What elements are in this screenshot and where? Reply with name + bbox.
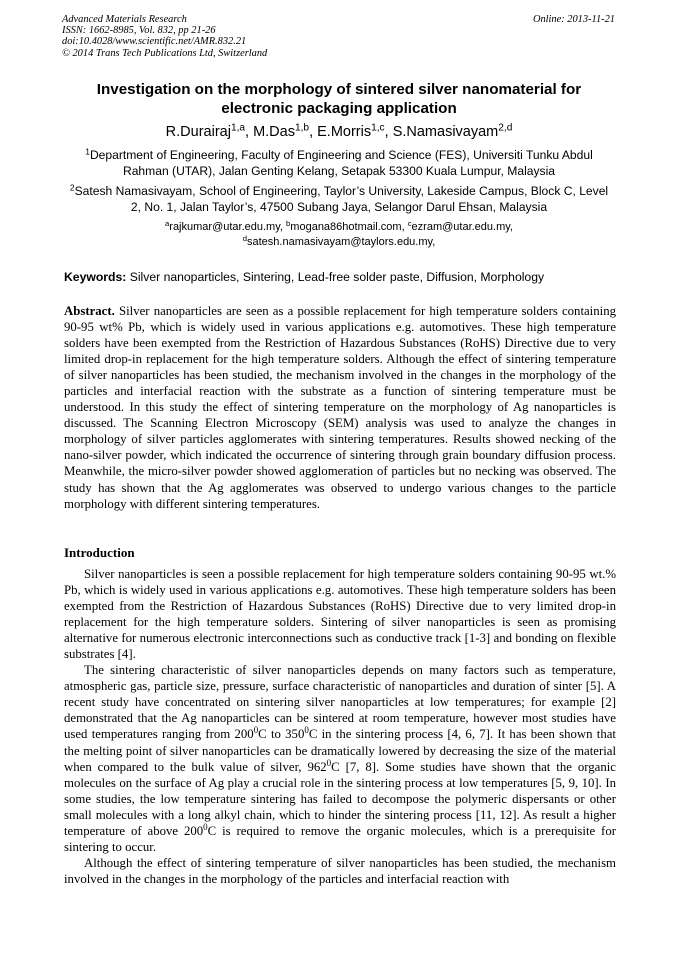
introduction-body (64, 566, 616, 887)
degree-sup: 0 (203, 821, 208, 832)
author-sup: 2,d (498, 122, 513, 134)
email-link[interactable]: mogana86hotmail.com, (290, 221, 405, 233)
introduction-heading: Introduction (64, 545, 135, 560)
copyright-line: © 2014 Trans Tech Publications Ltd, Switzerland (62, 47, 268, 59)
degree-sup: 0 (326, 757, 332, 768)
author-name: R.Durairaj (165, 124, 231, 140)
intro-text: C [7, 8]. Some studies have shown that the organic molecules on the surface of Ag play a crucial role in the sintering process at low temperatures [5, 9, 10]. In some studies, the low temperature sintering has failed to decompose the polymeric dispersants or other small molecules with a long alkyl chain, which to hinder the sintering process [11, 12]. As result a higher temperature of above 200 (64, 759, 616, 838)
online-date: Online: 2013-11-21 (532, 14, 615, 25)
email-link[interactable]: ezram@utar.edu.my, (411, 221, 513, 233)
degree-sup: 0 (304, 725, 309, 736)
email-sup: c (407, 218, 412, 228)
email-sup: b (286, 218, 291, 228)
keywords-line (64, 269, 616, 285)
affiliation-2 (64, 183, 614, 216)
keywords-text: Silver nanoparticles, Sintering, Lead-free solder paste, Diffusion, Morphology (129, 270, 545, 284)
email-sup: a (165, 218, 170, 228)
journal-name: Advanced Materials Research (62, 14, 187, 25)
intro-text: C to 350 (258, 727, 305, 742)
intro-paragraph-1: Silver nanoparticles is seen a possible replacement for high temperature solders containing 90-95 wt.% Pb, which is widely used in various applications e.g. automotives. These high temperature solders has been exempted from the Restriction of Hazardous Substances (RoHS) Directive due to very limited drop-in replacement for the high temperature solders. Sintering of silver nanoparticles is seen as promising alternative for numerous electronic interconnections such as conductive track [1-3] and bonding on flexible substrates [4]. (64, 567, 616, 662)
abstract-label: Abstract. (64, 304, 115, 318)
intro-text: The sintering characteristic of silver nanoparticles depends on many factors such as temperature, atmospheric gas, particle size, pressure, surface characteristic of nanoparticles and duration of sinter [5]. A recent study have concentrated on sintering silver nanoparticles at low temperatures; for example [2] demonstrated that the Ag nanoparticles can be sintered at room temperature, however most studies have used temperatures ranging from 200 (64, 663, 616, 742)
affiliation-text: Department of Engineering, Faculty of Engineering and Science (FES), Universiti Tunku Abdul Rahman (UTAR), Jalan Genting Kelang, Setapak 53300 Kuala Lumpur, Malaysia (89, 148, 593, 179)
author-list: R.Durairaj$^{1,a}$, M.Das$^{1,b}$, E.Morris$^{1,c}$, S.Namasivayam$^{2,d}$ (165, 122, 513, 140)
paper-title: Investigation on the morphology of sintered silver nanomaterial for electronic packaging application (96, 81, 582, 117)
journal-header (62, 14, 267, 59)
degree-sup: 0 (253, 725, 259, 736)
author-sup: 1,a (230, 122, 246, 134)
intro-text: C is required to remove the organic molecules, which is a prerequisite for sintering to occur. (64, 823, 616, 854)
email-link[interactable]: rajkumar@utar.edu.my, (169, 221, 283, 233)
abstract-section (64, 303, 616, 512)
doi-line: doi:10.4028/www.scientific.net/AMR.832.21 (62, 36, 247, 48)
keywords-label: Keywords: (64, 270, 127, 284)
author-name: E.Morris (317, 124, 372, 140)
author-name: M.Das (253, 124, 295, 140)
affiliation-sup: 1 (85, 146, 90, 157)
email-link[interactable]: satesh.namasivayam@taylors.edu.my, (247, 235, 436, 248)
affiliation-sup: 2 (69, 182, 75, 193)
affiliation-1 (64, 147, 614, 180)
abstract-text: Silver nanoparticles are seen as a possible replacement for high temperature solders containing 90-95 wt% Pb, which is widely used in various applications e.g. automotives. These high temperature solders have been exempted from the Restriction of Hazardous Substances (RoHS) Directive due to very limited drop-in replacement for the high temperature solders. Although the effect of sintering temperature of silver nanoparticles has been studied, the mechanism involved in the changes in the morphology of the particles and interfacial reaction with the substrate as a function of sintering temperature must be understood. In this study the effect of sintering temperature on the morphology of Ag nanoparticles is discussed. The Scanning Electron Microscopy (SEM) analysis was used to analyze the changes in morphology of silver particles agglomerates with sintering temperatures. Results showed necking of the nano-silver powder, which indicated the occurrence of sintering through grain boundary diffusion process. Meanwhile, the micro-silver powder showed agglomeration of particles but no necking was observed. The study has shown that the Ag agglomerates was observed to undergo various changes to the particle morphology with different sintering temperatures. (64, 304, 616, 511)
author-sup: 1,c (371, 122, 385, 134)
issn-line: ISSN: 1662-8985, Vol. 832, pp 21-26 (62, 25, 216, 37)
intro-paragraph-3: Although the effect of sintering temperature of silver nanoparticles has been studied, the mechanism involved in the changes in the morphology of the particles and interfacial reaction with (64, 855, 616, 886)
intro-paragraph-2 (64, 662, 616, 855)
author-name: S.Namasivayam (392, 124, 499, 140)
affiliation-text: Satesh Namasivayam, School of Engineering, Taylor’s University, Lakeside Campus, Block C, Level 2, No. 1, Jalan Taylor’s, 47500 Subang Jaya, Selangor Darul Ehsan, Malaysia (74, 184, 609, 215)
email-sup: d (242, 233, 247, 243)
author-sup: 1,b (294, 122, 310, 134)
intro-text: C in the sintering process [4, 6, 7]. It has been shown that the melting point of silver nanoparticles can be dramatically lowered by decreasing the size of the material when compared to the bulk value of silver, 962 (64, 727, 616, 774)
author-emails (64, 220, 614, 249)
